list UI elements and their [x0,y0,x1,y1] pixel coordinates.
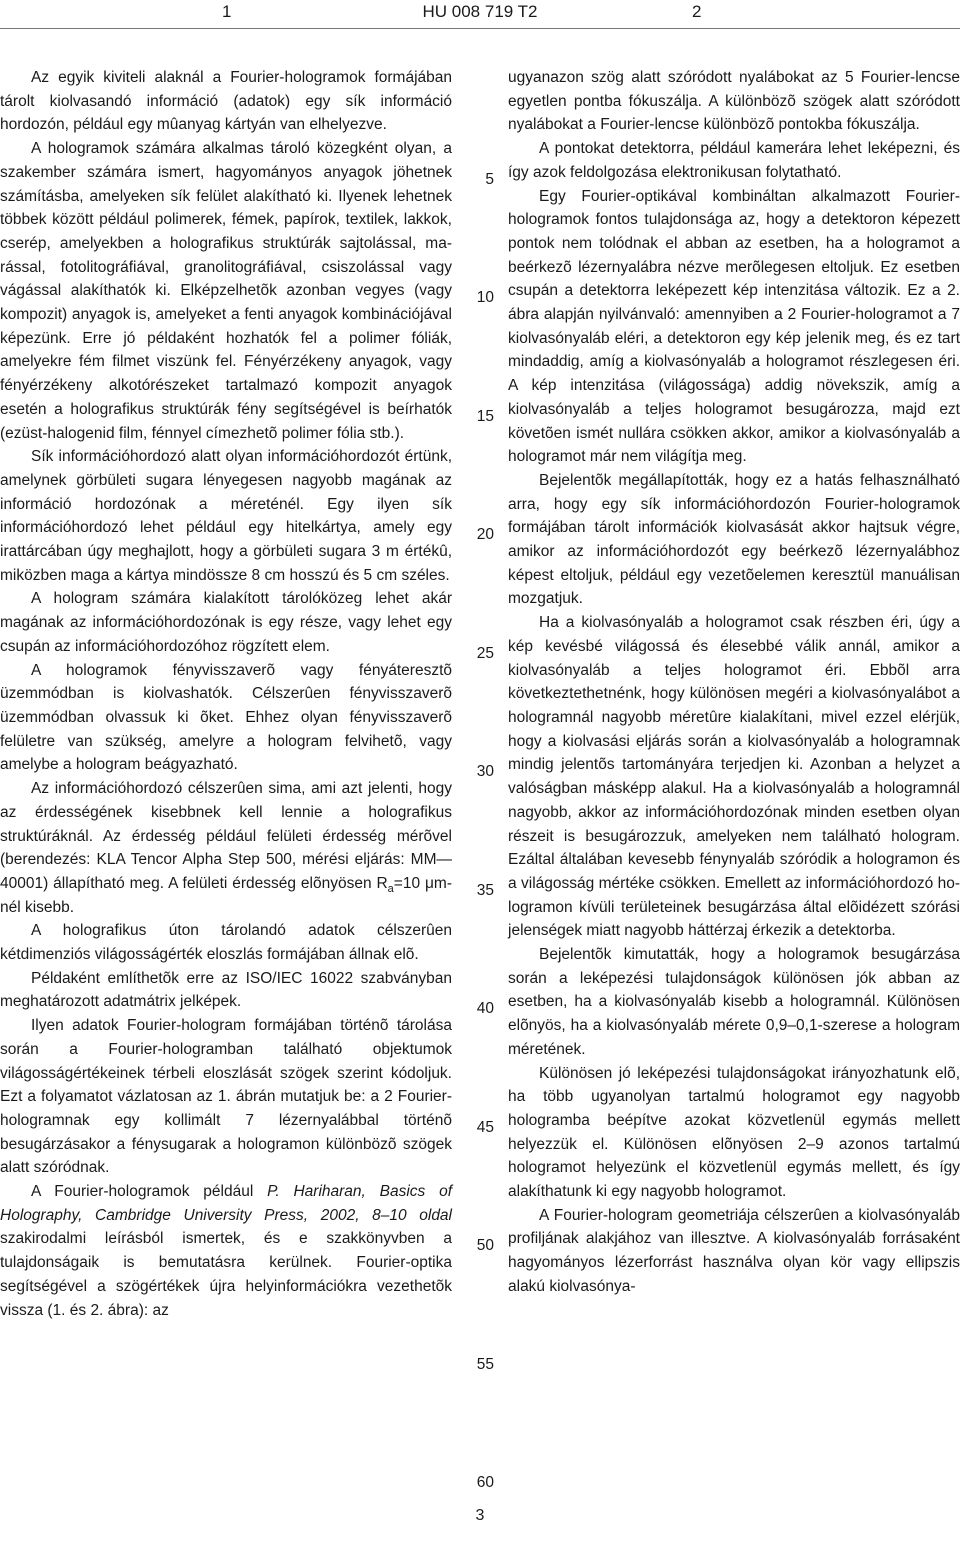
text-run: A hologramok számára alkalmas tároló közegként olyan, a szakember számára ismert, hagyományos anyagok jöhetnek számításba, amelyeken sík felület alakítható ki. Ilyenek lehetnek többek között például polimerek, fémek, papírok, textilek, lakkok, cserép, amelyekben a holografikus struktúrák sajtolással, marással, fotolitográfiával, granolitográfiával, csiszolással vagy vágással alakíthatók ki. Elképzelhetõk azonban vegyes (vagy kompozit) anyagok is, amelyeket a fenti anyagok kombinációjával képezünk. Erre jó példaként hozhatók fel a polimer fóliák, amelyekre fém filmet viszünk fel. Fényérzékeny anyagok, vagy fényérzékeny alkotórészeket tartalmazó kompozit anyagok esetén a holografikus struktúrák fény segítségével is beírhatók (ezüst-halogenid film, fénnyel címezhetõ polimer fólia stb.). [0,140,452,442]
text-run: Ha a kiolvasónyaláb a hologramot csak részben éri, úgy a kép kevésbé világossá és élesebbé válik annál, amikor a kiolvasónyaláb a teljes hologramot éri. Ebbõl arra következtethetnénk, hogy különösen megéri a kiolvasónyalábot a hologramnál nagyobb méretûre kialakítani, mivel ezzel elérjük, hogy a kiolvasási eljárás során a kiolvasónyaláb a hologramnak mindig jelentõs tartományára terjedjen ki. Azonban a helyzet a valóságban másképp alakul. Ha a kiolvasónyaláb a hologramnál nagyobb, akkor az információhordozónak minden esetben olyan részeit is besugározzuk, amelyeken nem található hologram. Ezáltal általában kevesebb fénynyaláb szóródik a hologramon és a világosság mértéke csökken. Emellett az információhordozó hologramon kívüli területeinek besugárzása által elõidézett szórási jelenségek miatt nagyobb háttérzaj érkezik a detektorba. [508,614,960,940]
paragraph [508,66,960,137]
paragraph [0,1014,452,1180]
right-page-number: 2 [692,2,702,21]
paragraph [0,1180,452,1322]
subscript: a [387,883,394,895]
line-number: 60 [476,1474,494,1492]
text-run: A Fourier-hologram geometriája célszerûen a kiolvasónyaláb profiljának alakjához van illesztve. A kiolvasónyaláb forrásaként hagyományos lézerforrást használva olyan kör vagy ellipszis alakú kiolvasónya- [508,1206,960,1295]
line-number: 45 [476,1118,494,1136]
line-number: 20 [476,526,494,544]
paragraph [508,943,960,1062]
line-number: 55 [476,1355,494,1373]
text-run: Bejelentõk megállapították, hogy ez a hatás felhasználható arra, hogy egy sík információhordozón Fourier-hologramok formájában tárolt információk kiolvasását akkor hajtsuk végre, amikor az információhordozót egy beérkezõ lézernyalábhoz képest eltoljuk, például egy vezetõelemen keresztül manuálisan mozgatjuk. [508,471,960,608]
text-run: A hologramok fényvisszaverõ vagy fényáteresztõ üzemmódban is kiolvashatók. Célszerûen fényvisszaverõ üzemmódban olvassuk ki õket. Ehhez olyan fényvisszaverõ felületre van szükség, amelyre a hologram felvihetõ, vagy amelybe a hologram beágyazható. [0,661,452,774]
text-run: ugyanazon szög alatt szóródott nyalábokat az 5 Fourier-lencse egyetlen pontba fókuszálja. A különbözõ szögek alatt szóródott nyalábokat a Fourier-lencse különbözõ pontokba fókuszálja. [508,69,960,134]
citation-text: P. Hariharan, Basics of Holography, Cambridge University Press, 2002, 8–10 oldal [0,1183,452,1224]
left-page-number: 1 [222,2,232,21]
line-number: 50 [476,1237,494,1255]
paragraph [0,137,452,445]
line-number: 10 [476,289,494,307]
paragraph [508,1062,960,1204]
text-run: Példaként említhetõk erre az ISO/IEC 16022 szabványban meghatározott adatmátrix jelképek. [0,969,452,1011]
paragraph [508,611,960,943]
text-run: Az információhordozó célszerûen sima, ami azt jelenti, hogy az érdességének kisebbnek kell lennie a holografikus struktúráknál. Az érdesség például felületi érdesség mérõvel (berendezés: KLA Tencor Alpha Step 500, mérési eljárás: MM—40001) állapítható meg. A felületi érdesség elõnyösen R [0,780,452,892]
text-run: Bejelentõk kimutatták, hogy a hologramok besugárzása során a leképezési tulajdonságok különösen jók abban az esetben, ha a kiolvasónyaláb kisebb a hologramnál. Különösen elõnyös, ha a kiolvasónyaláb mérete 0,9–0,1-szerese a hologram méretének. [508,946,960,1058]
text-run: Ilyen adatok Fourier-hologram formájában történõ tárolása során a Fourier-hologramban található objektumok világosságértékeinek térbeli eloszlását szögek szerint kódoljuk. Ezt a folyamatot vázlatosan az 1. ábrán mutatjuk be: a 2 Fourier-hologramnak egy kollimált 7 lézernyalábbal történõ besugárzásakor a fénysugarak a hologramon különbözõ szögek alatt szóródnak. [0,1017,452,1177]
paragraph [508,185,960,469]
text-run: Egy Fourier-optikával kombináltan alkalmazott Fourier-hologramok fontos tulajdonsága az, hogy a detektoron képezett pontok nem tolódnak el abban az esetben, ha a hologramot a beérkezõ lézernyalábra nézve merõlegesen eltoljuk. Ez esetben csupán a detektorra leképezett kép intenzitása változik. Ez a 2. ábra alapján nyilvánvaló: amennyiben a 2 Fourier-hologramot a 7 kiolvasónyaláb eléri, a detektoron egy kép jelenik meg, és ez tart mindaddig, amíg a kiolvasónyaláb a hologramot részlegesen éri. A kép intenzitása (világossága) addig növekszik, amíg a kiolvasónyaláb a teljes hologramot besugározza, majd ezt követõen ismét nullára csökken akkor, amikor a kiolvasónyaláb a hologramot már nem világítja meg. [508,187,960,466]
footer-page-number: 3 [475,1507,485,1524]
paragraph [0,919,452,966]
paragraph [0,777,452,919]
left-text-column [0,66,452,1322]
paragraph [0,659,452,778]
text-run: A hologram számára kialakított tárolóközeg lehet akár magának az információhordozónak is egy része, vagy lehet egy csupán az információhordozóhoz rögzített elem. [0,590,452,655]
line-number: 5 [485,170,494,188]
paragraph [508,1204,960,1299]
line-number: 25 [476,644,494,662]
paragraph [0,587,452,658]
text-run: A Fourier-hologramok például [31,1183,268,1201]
paragraph [508,137,960,184]
paragraph [0,445,452,587]
right-text-column [508,66,960,1299]
paragraph [0,66,452,137]
text-run: szakirodalmi leírásból ismertek, és e szakkönyvben a tulajdonságaik is bemutatásra kerülnek. Fourier-optika segítségével a szögértékek újra helyinformációkra vezethetõk vissza (1. és 2. ábra): az [0,1230,452,1319]
text-run: Sík információhordozó alatt olyan információhordozót értünk, amelynek görbületi sugara lényegesen nagyobb magának az információ hordozónak a méreténél. Egy ilyen sík információhordozó lehet például egy hitelkártya, amely egy irattárcában úgy meghajlott, hogy a görbületi sugara 3 m értékû, miközben maga a kártya mindössze 8 cm hosszú és 5 cm széles. [0,448,452,584]
line-number: 40 [476,1000,494,1018]
text-run: A pontokat detektorra, például kamerára lehet leképezni, és így azok feldolgozása elektronikusan folytatható. [508,140,960,181]
text-run: A holografikus úton tárolandó adatok célszerûen kétdimenziós világosságérték eloszlás formájában állnak elõ. [0,922,452,964]
line-number: 15 [476,407,494,425]
text-run: Az egyik kiviteli alaknál a Fourier-hologramok formájában tárolt kiolvasandó információ (adatok) egy sík információ hordozón, például egy mûanyag kártyán van elhelyezve. [0,69,452,134]
line-number: 30 [476,763,494,781]
paragraph [0,967,452,1014]
text-run: =10 μm-nél kisebb. [0,874,453,916]
line-number-gutter [464,0,500,1541]
line-number: 35 [476,881,494,899]
text-run: Különösen jó leképezési tulajdonságokat irányozhatunk elõ, ha több ugyanolyan tartalmú hologramot egy nagyobb hologramba beépítve azokat közvetlenül egymás mellett helyezzük el. Különösen elõnyösen 2–9 azonos tartalmú hologramot helyezünk el közvetlenül egymás mellett, és így alakíthatunk ki egy nagyobb hologramot. [508,1064,960,1201]
document-id: HU 008 719 T2 [422,2,538,21]
paragraph [508,469,960,611]
